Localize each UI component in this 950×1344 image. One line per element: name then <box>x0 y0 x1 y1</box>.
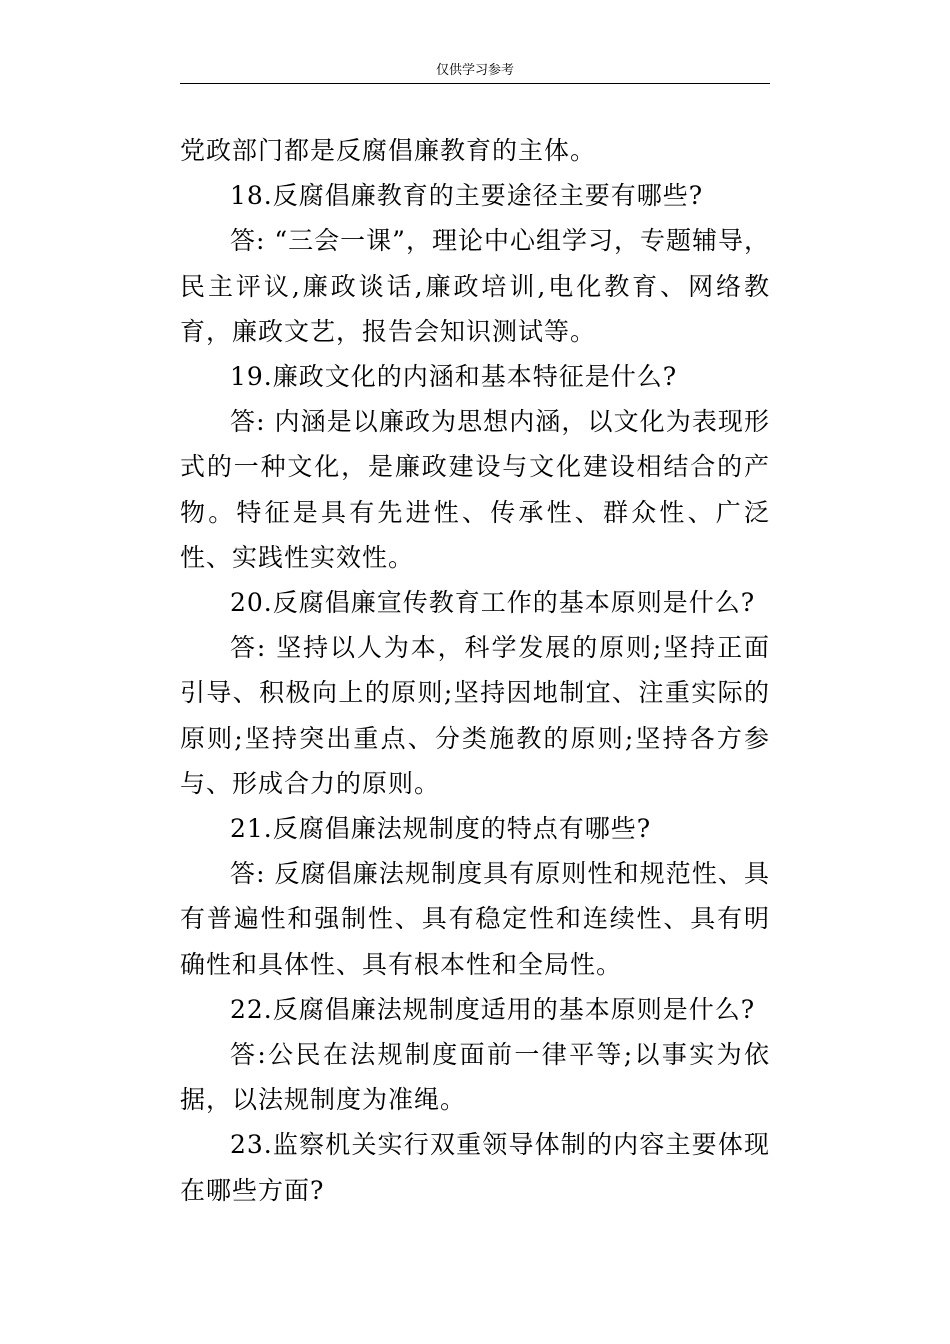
question-21: 21.反腐倡廉法规制度的特点有哪些? <box>230 814 652 844</box>
question-23: 23.监察机关实行双重领导体制的内容主要体现在哪些方面? <box>180 1130 770 1205</box>
answer-20: 答: 坚持以人为本，科学发展的原则;坚持正面引导、积极向上的原则;坚持因地制宜、注重实际的原则;坚持突出重点、分类施教的原则;坚持各方参与、形成合力的原则。 <box>180 633 770 798</box>
question-18: 18.反腐倡廉教育的主要途径主要有哪些? <box>230 181 704 211</box>
answer-19: 答: 内涵是以廉政为思想内涵，以文化为表现形式的一种文化，是廉政建设与文化建设相结合的产物。特征是具有先进性、传承性、群众性、广泛性、实践性实效性。 <box>180 407 770 572</box>
document-body <box>180 128 770 1213</box>
answer-21: 答: 反腐倡廉法规制度具有原则性和规范性、具有普遍性和强制性、具有稳定性和连续性、具有明确性和具体性、具有根本性和全局性。 <box>180 859 770 979</box>
question-19: 19.廉政文化的内涵和基本特征是什么? <box>230 362 678 392</box>
page-header: 仅供学习参考 <box>435 63 514 78</box>
header-divider <box>180 83 770 84</box>
question-22: 22.反腐倡廉法规制度适用的基本原则是什么? <box>230 994 756 1024</box>
answer-22: 答:公民在法规制度面前一律平等;以事实为依据，以法规制度为准绳。 <box>180 1040 770 1115</box>
answer-continuation: 党政部门都是反腐倡廉教育的主体。 <box>180 136 597 165</box>
answer-18: 答: “三会一课”，理论中心组学习，专题辅导，民主评议,廉政谈话,廉政培训,电化教育、网络教育，廉政文艺，报告会知识测试等。 <box>180 226 770 346</box>
question-20: 20.反腐倡廉宣传教育工作的基本原则是什么? <box>230 588 756 618</box>
